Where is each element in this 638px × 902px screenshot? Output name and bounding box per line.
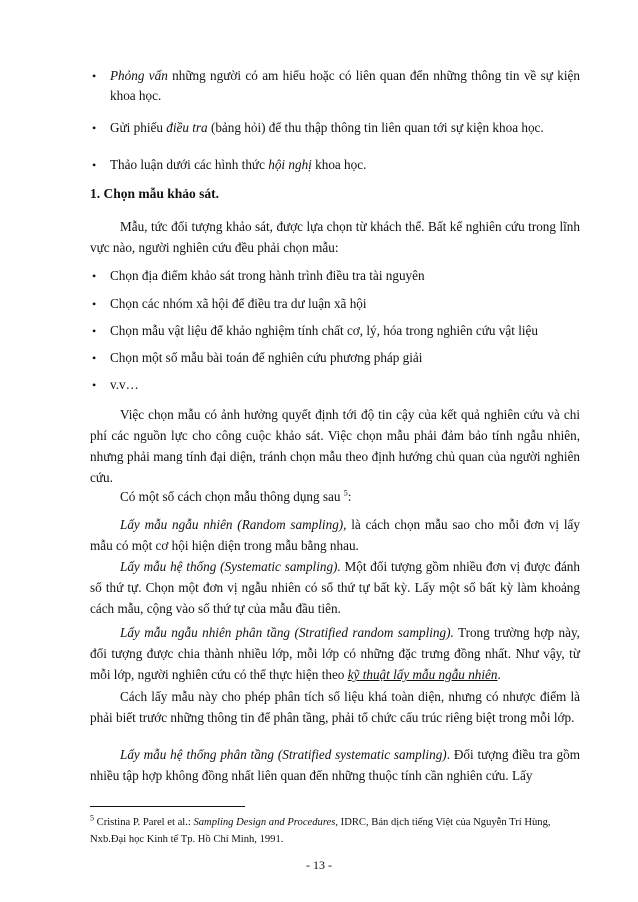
footnote xyxy=(90,814,580,848)
bullet-item xyxy=(92,348,580,368)
bullet-text: Chọn các nhóm xã hội để điều tra dư luận xã hội xyxy=(110,296,367,311)
bullet-text: Chọn một số mẫu bài toán để nghiên cứu phương pháp giải xyxy=(110,350,423,365)
paragraph xyxy=(90,486,580,507)
bullet-icon: • xyxy=(92,297,97,311)
emphasis-text: Lấy mẫu ngẫu nhiên phân tầng (Stratified random sampling). xyxy=(120,625,454,640)
paragraph: Việc chọn mẫu có ảnh hưởng quyết định tới độ tin cậy của kết quả nghiên cứu và chi phí các nguồn lực cho công cuộc khảo sát. Việc chọn mẫu phải đảm bảo tính ngẫu nhiên, nhưng phải mang tính đại diện, tránh chọn mẫu theo định hướng chủ quan của người nghiên cứu. xyxy=(90,407,580,485)
bullet-item xyxy=(92,66,580,106)
paragraph: Mẫu, tức đối tượng khảo sát, được lựa chọn từ khách thể. Bất kể nghiên cứu trong lĩnh vực nào, người nghiên cứu đều phải chọn mẫu: xyxy=(90,219,580,255)
bullet-text: Gửi phiếu xyxy=(110,120,167,135)
footnote-title: Sampling Design and Procedures, xyxy=(193,817,339,828)
paragraph-text: là cách chọn mẫu sao cho mỗi đơn vị lấy mẫu có một cơ hội hiện diện trong mẫu bằng nhau. xyxy=(90,517,580,553)
bullet-text: Thảo luận dưới các hình thức xyxy=(110,157,269,172)
footnote-author: Cristina P. Parel et al.: xyxy=(94,817,194,828)
paragraph xyxy=(90,556,580,619)
emphasis-text: điều tra xyxy=(166,120,208,135)
bullet-text: những người có am hiểu hoặc có liên quan đến những thông tin về sự kiện khoa học. xyxy=(110,68,580,103)
bullet-item xyxy=(92,155,580,175)
paragraph: Cách lấy mẫu này cho phép phân tích số liệu khá toàn diện, nhưng có nhược điểm là phải biết trước những thông tin để phân tầng, phải tổ chức cấu trúc riêng biệt trong mỗi lớp. xyxy=(90,689,580,725)
bullet-icon: • xyxy=(92,378,97,392)
emphasis-text: Lấy mẫu ngẫu nhiên (Random sampling), xyxy=(120,517,347,532)
bullet-item xyxy=(92,294,580,314)
paragraph-text: . xyxy=(497,667,501,682)
bullet-item xyxy=(92,266,580,286)
section-heading: 1. Chọn mẫu khảo sát. xyxy=(90,186,220,201)
paragraph-text: Có một số cách chọn mẫu thông dụng sau xyxy=(120,489,344,504)
paragraph-text: Một đối tượng gồm nhiều đơn vị được đánh số thứ tự. Chọn một đơn vị ngẫu nhiên có số thứ tự bất kỳ. Lấy một số bất kỳ làm khoảng cách mẫu, cộng vào số thứ tự của mẫu đầu tiên. xyxy=(90,559,580,616)
footnote-number: 5 xyxy=(90,813,94,823)
paragraph xyxy=(90,622,580,685)
paragraph-text: Trong trường hợp này, đối tượng được chia thành nhiều lớp, mỗi lớp có những đặc trưng đồng nhất. Như vậy, từ mỗi lớp, người nghiên cứu có thể thực hiện theo xyxy=(90,625,580,682)
bullet-icon: • xyxy=(92,351,97,365)
paragraph-text: . Đối tượng điều tra gồm nhiều tập hợp không đồng nhất liên quan đến những thuộc tính cần nghiên cứu. Lấy xyxy=(90,747,580,783)
bullet-item xyxy=(92,375,580,395)
bullet-text: (bảng hỏi) để thu thập thông tin liên quan tới sự kiện khoa học. xyxy=(207,120,544,135)
bullet-item xyxy=(92,321,580,341)
page-number: - 13 - xyxy=(306,858,332,872)
bullet-text: khoa học. xyxy=(311,157,367,172)
bullet-text: Chọn mẫu vật liệu để khảo nghiệm tính chất cơ, lý, hóa trong nghiên cứu vật liệu xyxy=(110,323,538,338)
bullet-icon: • xyxy=(92,324,97,338)
bullet-icon: • xyxy=(92,69,97,83)
bullet-text: Chọn địa điểm khảo sát trong hành trình điều tra tài nguyên xyxy=(110,268,425,283)
emphasis-text: Lấy mẫu hệ thống (Systematic sampling). xyxy=(120,559,341,574)
emphasis-text: Lấy mẫu hệ thống phân tầng (Stratified systematic sampling) xyxy=(120,747,447,762)
bullet-text: v.v… xyxy=(110,377,139,392)
emphasis-text: hội nghị xyxy=(268,157,312,172)
footnote-rest: IDRC, Bản dịch tiếng Việt của Nguyễn Trí Hùng, Nxb.Đại học Kinh tế Tp. Hồ Chí Minh, 1991. xyxy=(90,817,551,845)
bullet-item xyxy=(92,118,580,138)
paragraph-text: : xyxy=(347,489,352,504)
footnote-divider xyxy=(90,806,245,807)
bullet-icon: • xyxy=(92,121,97,135)
paragraph xyxy=(90,744,580,786)
footnote-ref: 5 xyxy=(343,488,348,498)
bullet-icon: • xyxy=(92,269,97,283)
emphasis-text: Phỏng vấn xyxy=(110,68,168,83)
bullet-icon: • xyxy=(92,158,97,172)
underlined-term: kỹ thuật lấy mẫu ngẫu nhiên xyxy=(347,667,498,682)
paragraph xyxy=(90,514,580,556)
